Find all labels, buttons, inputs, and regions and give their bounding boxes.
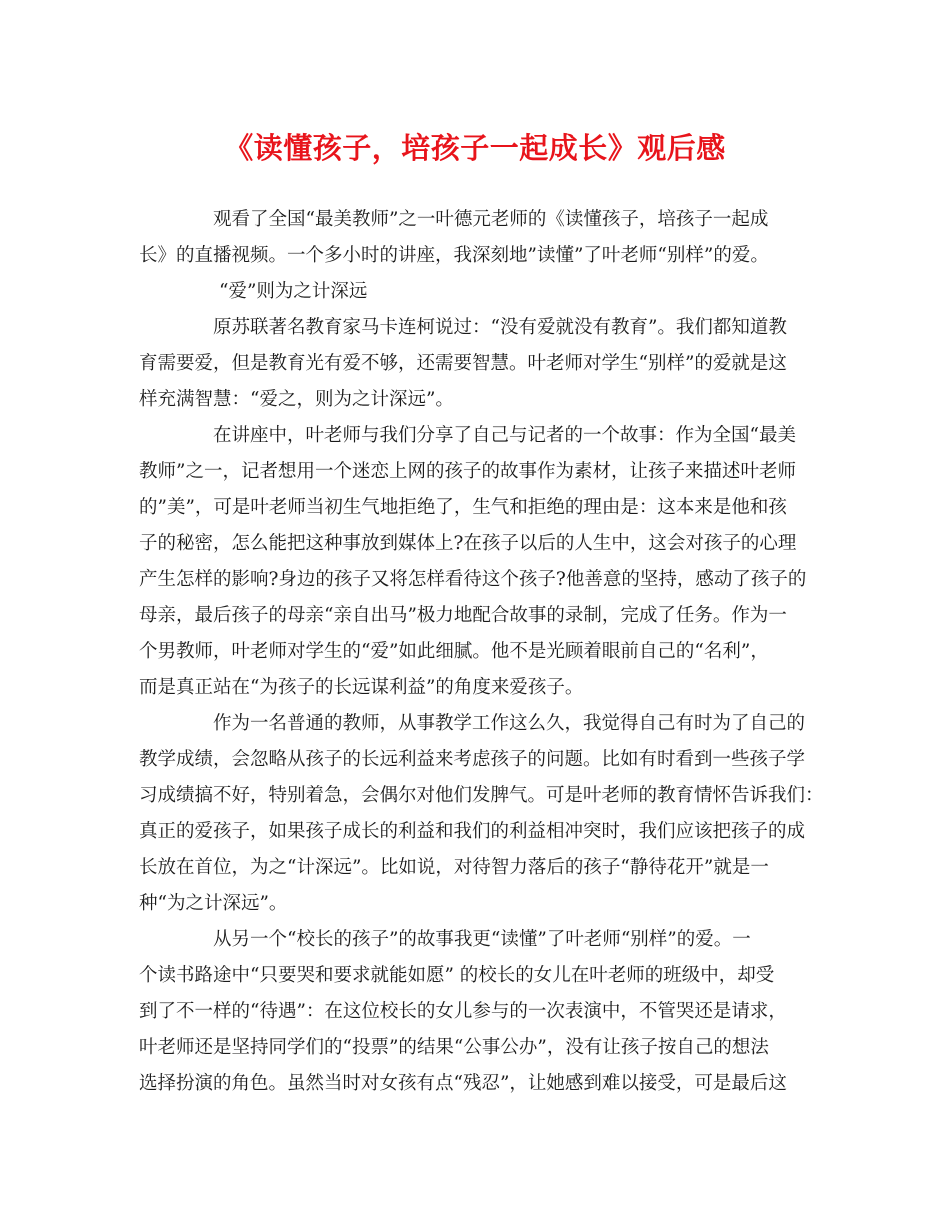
text-line: 育需要爱，但是教育光有爱不够，还需要智慧。叶老师对学生“别样”的爱就是这 [139, 353, 787, 374]
paragraph [139, 310, 819, 418]
text-line: 从另一个“校长的孩子”的故事我更“读懂”了叶老师“别样”的爱。一 [213, 929, 751, 950]
text-line: 子的秘密，怎么能把这种事放到媒体上?在孩子以后的人生中，这会对孩子的心理 [139, 533, 797, 554]
section-heading [139, 274, 819, 310]
text-line: 长放在首位，为之“计深远”。比如说，对待智力落后的孩子“静待花开”就是一 [139, 857, 769, 878]
text-line: 真正的爱孩子，如果孩子成长的利益和我们的利益相冲突时，我们应该把孩子的成 [139, 821, 806, 842]
paragraph [139, 706, 824, 922]
text-line: 产生怎样的影响?身边的孩子又将怎样看待这个孩子?他善意的坚持，感动了孩子的 [139, 569, 807, 590]
paragraph [139, 418, 819, 706]
paragraph [139, 922, 819, 1102]
text-line: “爱”则为之计深远 [219, 281, 368, 302]
text-line: 种“为之计深远”。 [139, 893, 288, 914]
document-body [139, 202, 824, 1102]
text-line: 而是真正站在“为孩子的长远谋利益”的角度来爱孩子。 [139, 677, 584, 698]
text-line: 母亲，最后孩子的母亲“亲自出马”极力地配合故事的录制，完成了任务。作为一 [139, 605, 787, 626]
text-line: 在讲座中，叶老师与我们分享了自己与记者的一个故事：作为全国“最美 [213, 425, 796, 446]
text-line: 长》的直播视频。一个多小时的讲座，我深刻地”读懂”了叶老师“别样”的爱。 [139, 245, 769, 266]
text-line: 的”美”，可是叶老师当初生气地拒绝了，生气和拒绝的理由是：这本来是他和孩 [139, 497, 787, 518]
text-line: 到了不一样的“待遇”：在这位校长的女儿参与的一次表演中，不管哭还是请求， [139, 1001, 787, 1022]
text-line: 个男教师，叶老师对学生的“爱”如此细腻。他不是光顾着眼前自己的“名利”， [139, 641, 769, 662]
text-line: 叶老师还是坚持同学们的“投票”的结果“公事公办”，没有让孩子按自己的想法 [139, 1037, 769, 1058]
text-line: 样充满智慧：“爱之，则为之计深远”。 [139, 389, 454, 410]
text-line: 个读书路途中“只要哭和要求就能如愿” 的校长的女儿在叶老师的班级中，却受 [139, 965, 775, 986]
text-line: 观看了全国“最美教师”之一叶德元老师的《读懂孩子，培孩子一起成 [213, 209, 769, 230]
text-line: 作为一名普通的教师，从事教学工作这么久，我觉得自己有时为了自己的 [213, 713, 806, 734]
text-line: 习成绩搞不好，特别着急，会偶尔对他们发脾气。可是叶老师的教育情怀告诉我们： [139, 785, 824, 806]
text-line: 原苏联著名教育家马卡连柯说过：“没有爱就没有教育”。我们都知道教 [213, 317, 787, 338]
document-title: 《读懂孩子，培孩子一起成长》观后感 [224, 131, 726, 165]
text-line: 教师”之一，记者想用一个迷恋上网的孩子的故事作为素材，让孩子来描述叶老师 [139, 461, 796, 482]
text-line: 教学成绩，会忽略从孩子的长远利益来考虑孩子的问题。比如有时看到一些孩子学 [139, 749, 806, 770]
text-line: 选择扮演的角色。虽然当时对女孩有点“残忍”，让她感到难以接受，可是最后这 [139, 1073, 787, 1094]
paragraph [139, 202, 819, 274]
